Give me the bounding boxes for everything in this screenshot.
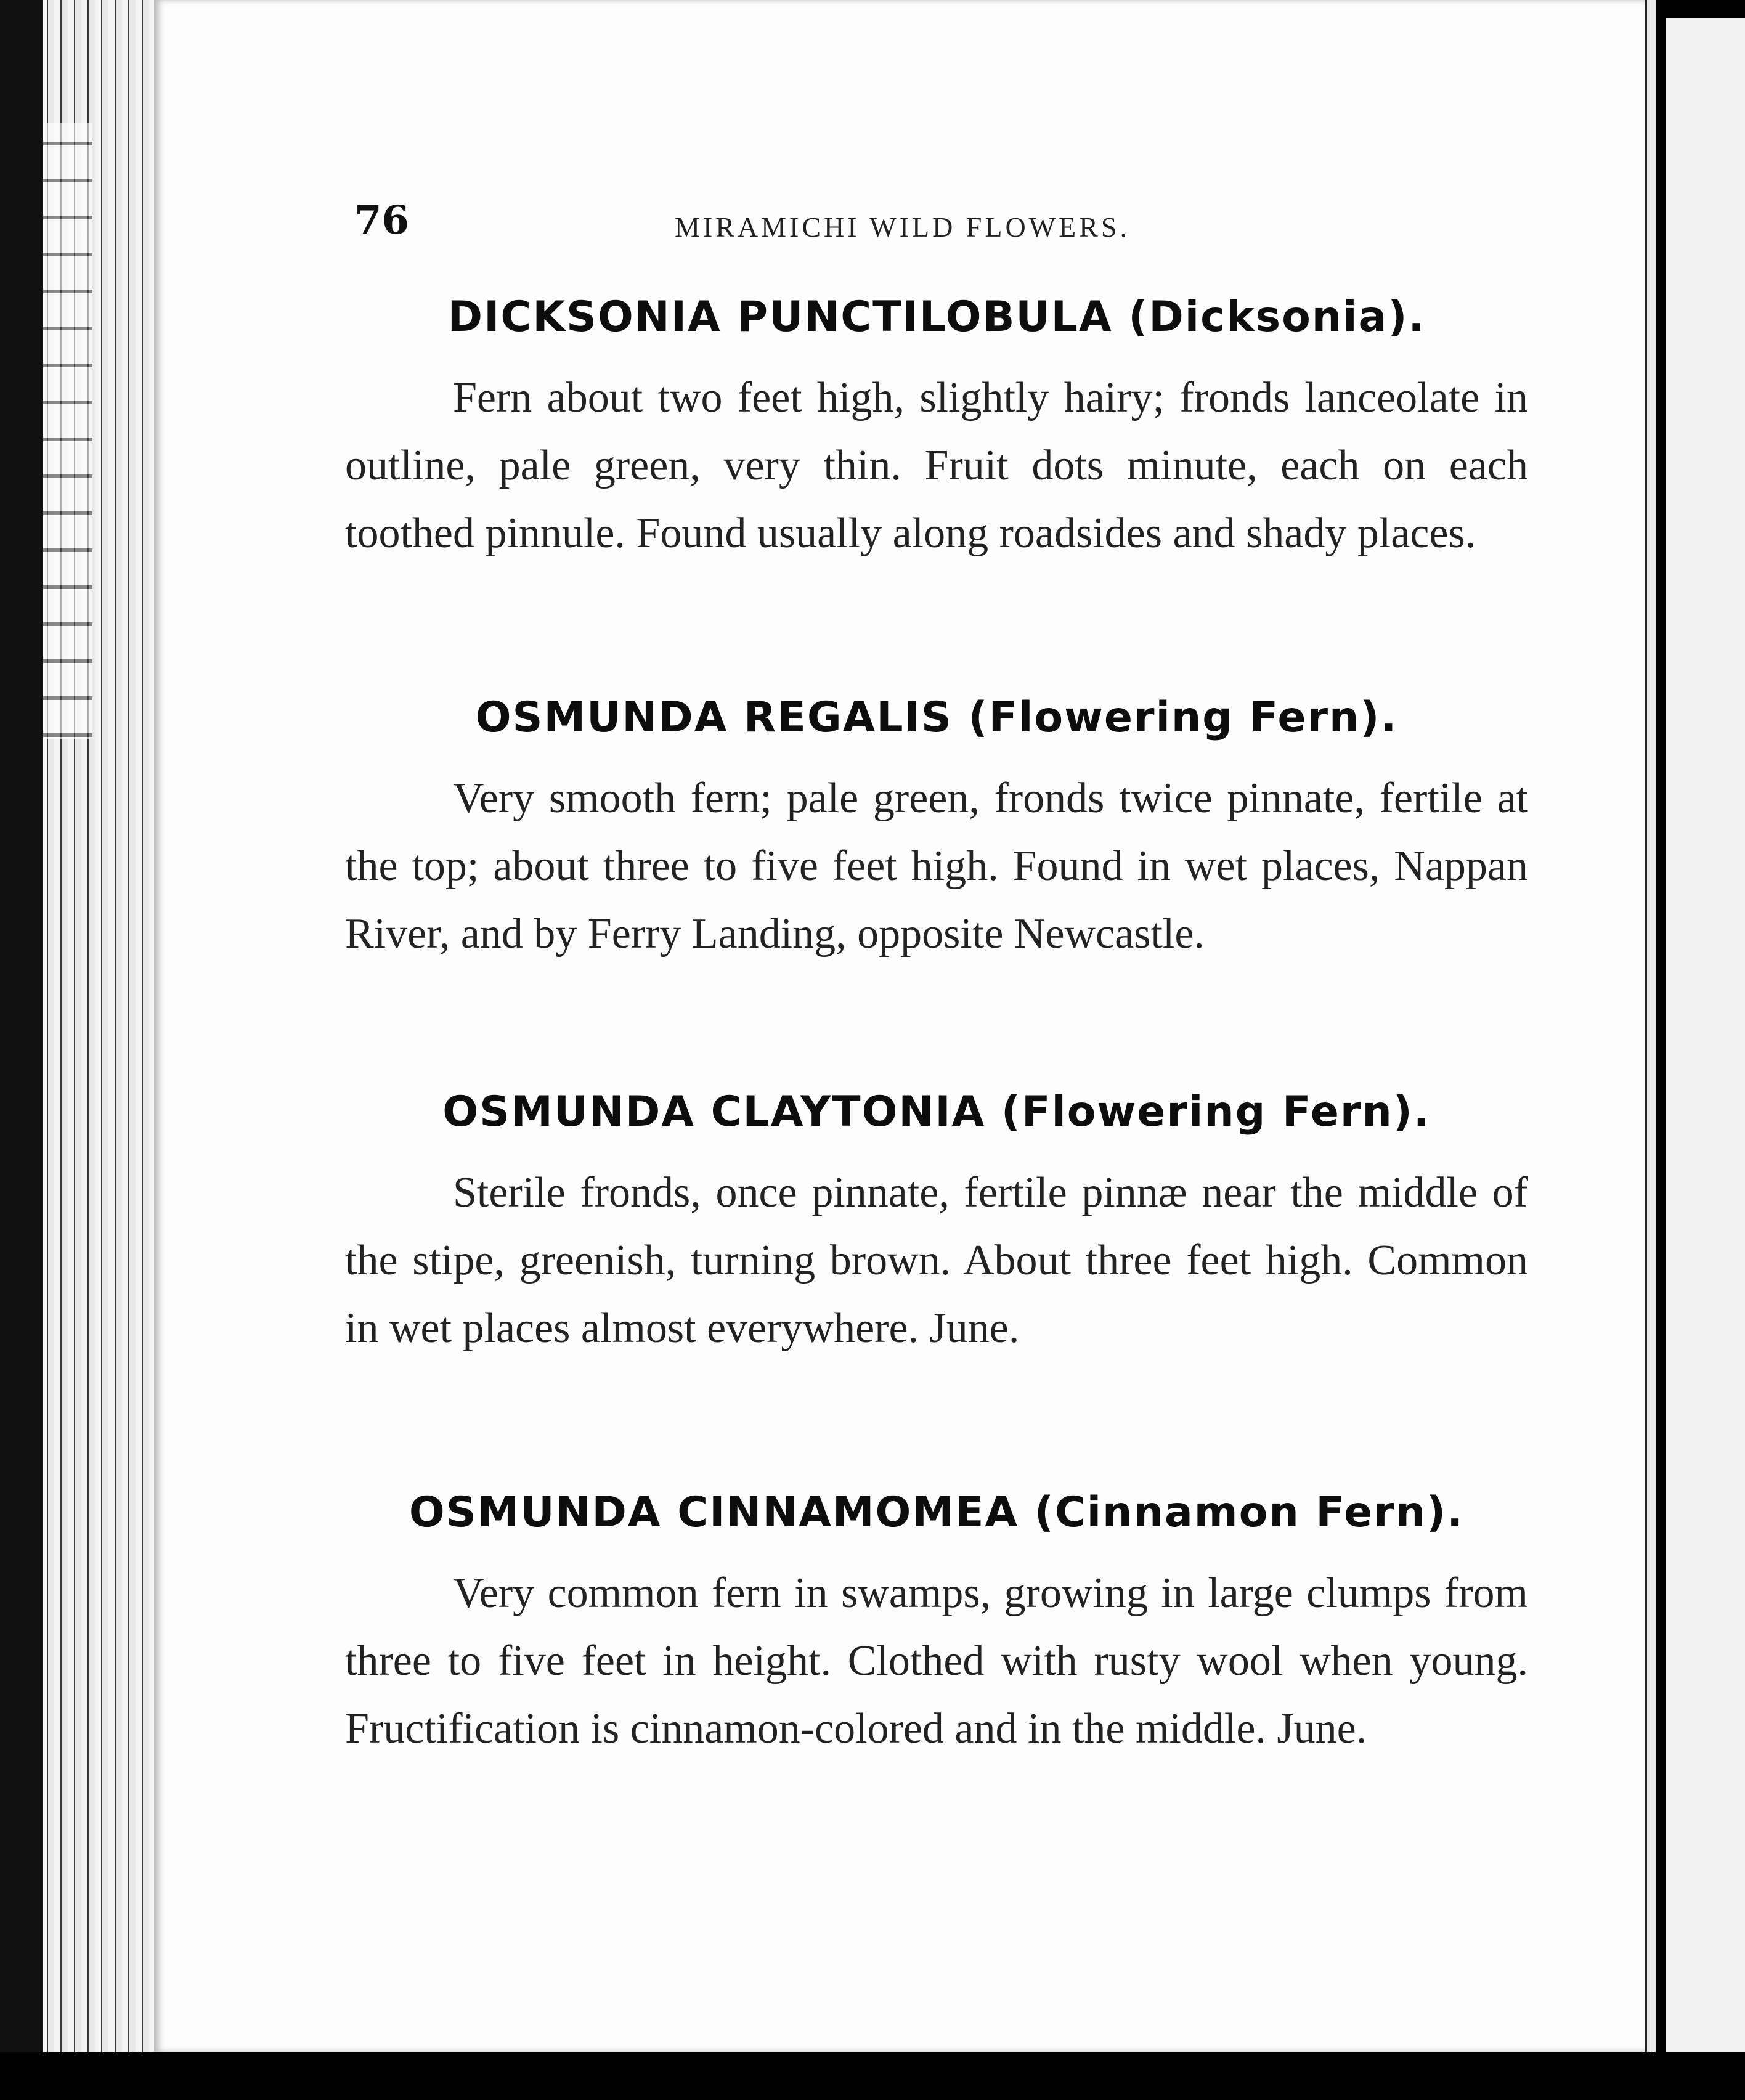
entry-title: OSMUNDA CINNAMOMEA (Cinnamon Fern). — [409, 1488, 1465, 1537]
scan-border — [0, 2052, 1745, 2100]
fern-entry — [345, 1088, 1528, 1362]
running-title: MIRAMICHI WILD FLOWERS. — [675, 211, 1130, 243]
gutter-shadow — [0, 0, 43, 2100]
entry-description: Sterile fronds, once pinnate, fertile pinnæ near the middle of the stipe, greenish, turning brown. About three feet high. Common in wet places almost everywhere. June. — [345, 1169, 1528, 1352]
page-edge — [1645, 0, 1656, 2058]
entry-description: Very smooth fern; pale green, fronds twice pinnate, fertile at the top; about three to five feet high. Found in wet places, Nappan River, and by Ferry Landing, opposite Newcastle. — [345, 775, 1528, 958]
fern-entry — [345, 1488, 1528, 1763]
entry-title: DICKSONIA PUNCTILOBULA (Dicksonia). — [447, 293, 1426, 341]
next-page-strip — [1664, 18, 1745, 2058]
fern-entry — [345, 693, 1528, 968]
page-number: 76 — [354, 197, 410, 243]
entry-title: OSMUNDA CLAYTONIA (Flowering Fern). — [442, 1088, 1431, 1136]
entry-description: Fern about two feet high, slightly hairy; fronds lanceolate in outline, pale green, very thin. Fruit dots minute, each on each toothed pinnule. Found usually along roadsides and shady places. — [345, 374, 1528, 557]
entry-title: OSMUNDA REGALIS (Flowering Fern). — [475, 693, 1398, 742]
facing-page-edge — [43, 123, 92, 739]
entry-description: Very common fern in swamps, growing in large clumps from three to five feet in height. Clothed with rusty wool when young. Fructification is cinnamon-colored and in the middle. June. — [345, 1569, 1528, 1752]
fern-entry — [345, 293, 1528, 568]
running-head — [354, 197, 1217, 253]
